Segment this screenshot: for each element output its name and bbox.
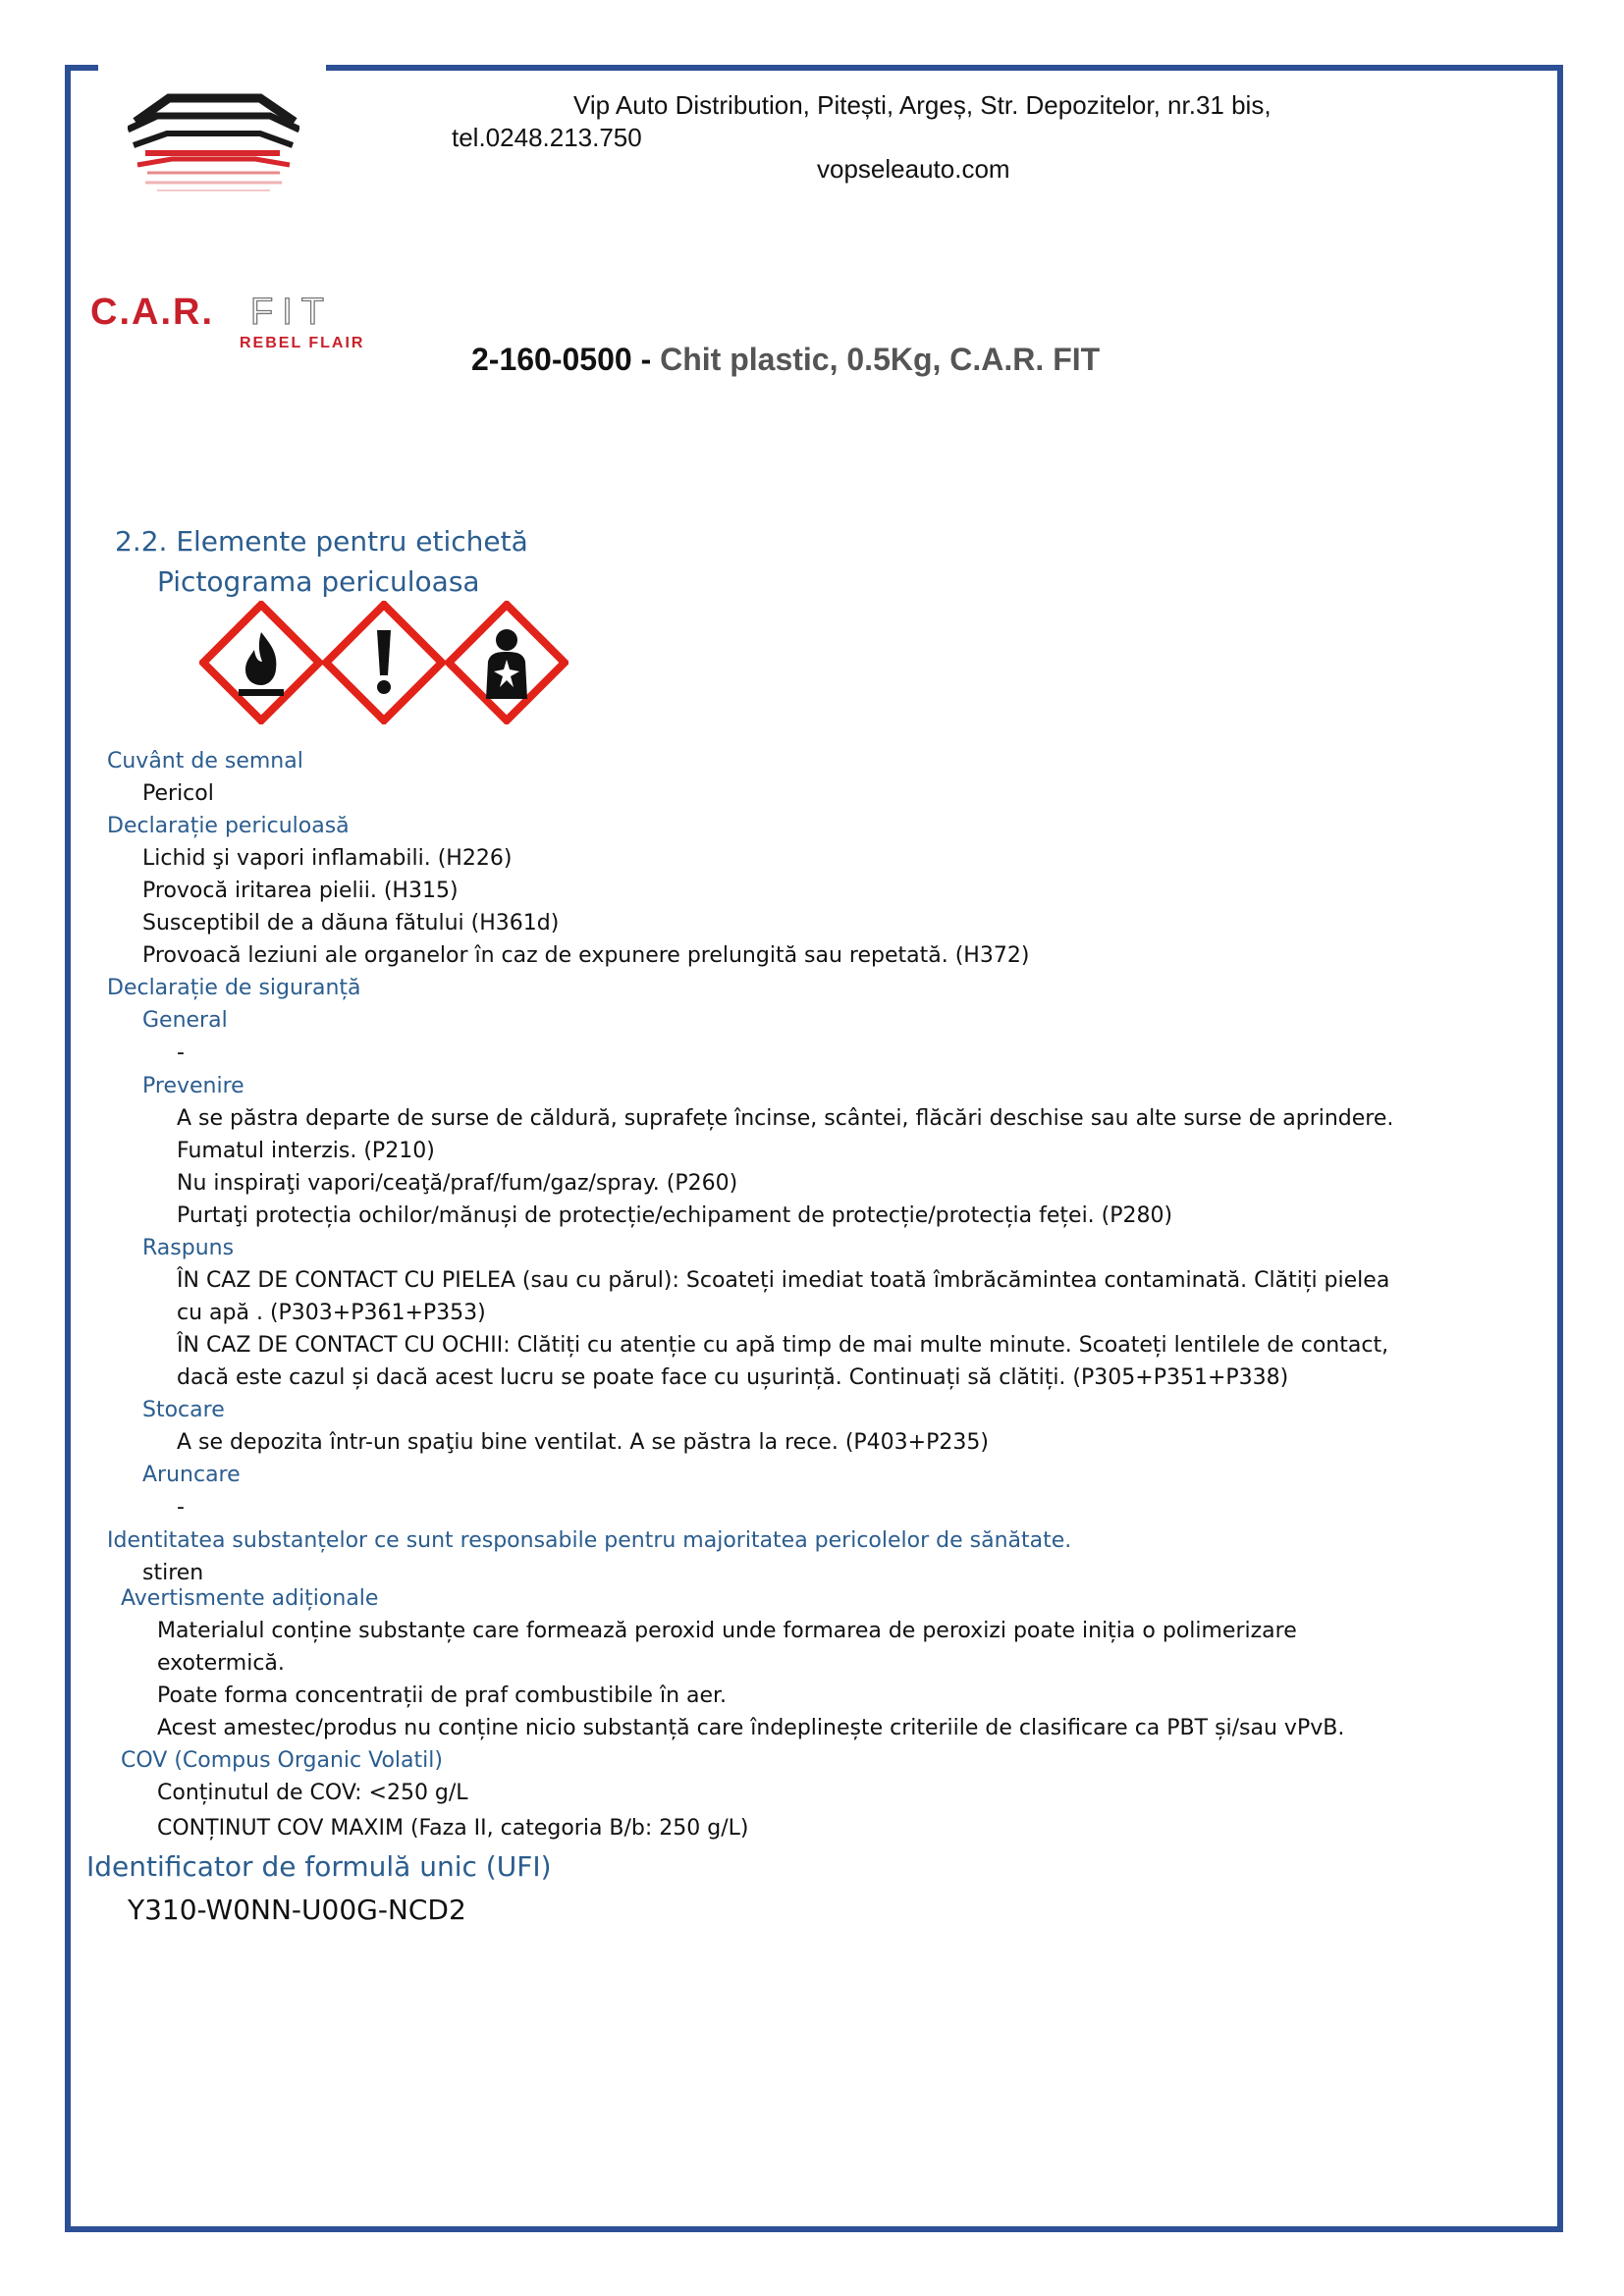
company-logo [128,90,299,198]
flame-icon [199,601,323,724]
voc-label: COV (Compus Organic Volatil) [121,1748,443,1773]
border-gap [98,59,326,75]
prevention-line: Fumatul interzis. (P210) [177,1139,435,1163]
ufi-value: Y310-W0NN-U00G-NCD2 [128,1894,466,1926]
hazard-statement: Provocă iritarea pielii. (H315) [142,879,459,903]
prevention-line: A se păstra departe de surse de căldură, suprafețe încinse, scântei, flăcări deschise sau alte surse de aprindere. [177,1106,1394,1131]
disposal-value: - [177,1495,185,1520]
signal-word-label: Cuvânt de semnal [107,749,303,774]
product-code: 2-160-0500 - [471,342,661,377]
response-label: Raspuns [142,1236,235,1260]
section-heading: 2.2. Elemente pentru etichetă [115,525,528,558]
general-value: - [177,1041,185,1065]
company-phone: tel.0248.213.750 [452,123,642,152]
additional-line: Poate forma concentrații de praf combustibile în aer. [157,1683,728,1708]
health-hazard-icon [445,601,568,724]
storage-label: Stocare [142,1398,225,1422]
storage-line: A se depozita într-un spaţiu bine ventilat. A se păstra la rece. (P403+P235) [177,1430,989,1455]
ufi-label: Identificator de formulă unic (UFI) [86,1850,552,1883]
additional-line: exotermică. [157,1651,285,1676]
safety-statements-label: Declarație de siguranță [107,976,361,1000]
hazard-statement: Lichid şi vapori inflamabili. (H226) [142,846,513,871]
carfit-logo [90,289,395,355]
hazard-statements-label: Declarație periculoasă [107,814,350,838]
prevention-line: Nu inspiraţi vapori/ceaţă/praf/fum/gaz/spray. (P260) [177,1171,738,1196]
additional-warnings-label: Avertismente adiționale [121,1586,379,1611]
company-address: Vip Auto Distribution, Pitești, Argeș, Str. Depozitelor, nr.31 bis, [573,90,1272,120]
identity-label: Identitatea substanțelor ce sunt responsabile pentru majoritatea pericolelor de sănătate. [107,1528,1072,1553]
prevention-label: Prevenire [142,1074,244,1098]
pictogram-heading: Pictograma periculoasa [157,565,480,598]
disposal-label: Aruncare [142,1463,241,1487]
response-line: ÎN CAZ DE CONTACT CU OCHII: Clătiți cu atenție cu apă timp de mai multe minute. Scoateți lentilele de contact, [177,1333,1389,1358]
hazard-statement: Provoacă leziuni ale organelor în caz de expunere prelungită sau repetată. (H372) [142,943,1030,968]
additional-line: Acest amestec/produs nu conține nicio substanță care îndeplinește criteriile de clasificare ca PBT și/sau vPvB. [157,1716,1345,1740]
voc-line: Conținutul de COV: <250 g/L [157,1781,468,1805]
voc-line: CONȚINUT COV MAXIM (Faza II, categoria B/b: 250 g/L) [157,1816,749,1841]
logo-tagline: REBEL FLAIR [240,335,365,351]
signal-word: Pericol [142,781,214,806]
identity-value: stiren [142,1561,204,1585]
product-title [471,342,1100,378]
logo-gray-text: FIT [250,292,333,333]
hazard-statement: Susceptibil de a dăuna fătului (H361d) [142,911,560,935]
prevention-line: Purtaţi protecția ochilor/mănuși de protecție/echipament de protecție/protecția feței. (P280) [177,1203,1173,1228]
product-name: Chit plastic, 0.5Kg, C.A.R. FIT [660,342,1101,377]
response-line: ÎN CAZ DE CONTACT CU PIELEA (sau cu părul): Scoateți imediat toată îmbrăcămintea contaminată. Clătiți pielea [177,1268,1390,1293]
company-website[interactable]: vopseleauto.com [817,154,1010,184]
additional-line: Materialul conține substanțe care formează peroxid unde formarea de peroxizi poate iniția o polimerizare [157,1619,1297,1643]
response-line: cu apă . (P303+P361+P353) [177,1301,486,1325]
exclamation-icon [322,601,446,724]
logo-red-text: C.A.R. [90,292,214,333]
general-label: General [142,1008,228,1033]
response-line: dacă este cazul și dacă acest lucru se poate face cu ușurință. Continuați să clătiți. (P305+P351+P338) [177,1365,1289,1390]
